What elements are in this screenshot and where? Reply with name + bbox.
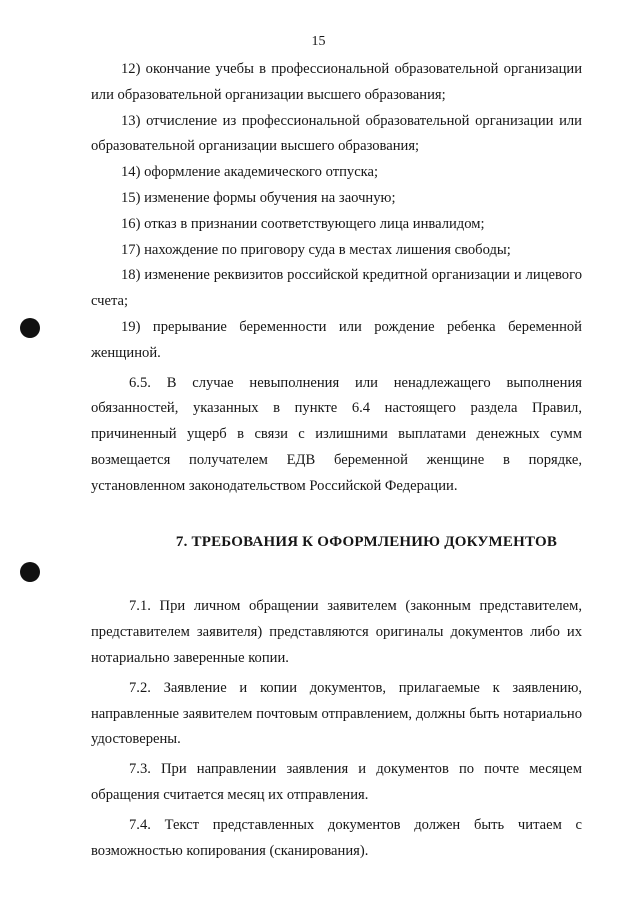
clause-7-1: 7.1. При личном обращении заявителем (законным представителем, представителем заявителя) представляются оригиналы документов либо их нотариально заверенные копии. <box>91 598 582 666</box>
list-item-15: 15) изменение формы обучения на заочную; <box>121 189 396 206</box>
page-number: 15 <box>311 34 326 49</box>
list-item-16: 16) отказ в признании соответствующего лица инвалидом; <box>121 215 485 232</box>
punch-hole-upper <box>20 318 40 338</box>
document-body <box>91 57 582 864</box>
list-item-13: 13) отчисление из профессиональной образовательной организации или образовательной организации высшего образования; <box>91 112 582 155</box>
clause-7-4: 7.4. Текст представленных документов должен быть читаем с возможностью копирования (сканирования). <box>91 816 582 859</box>
clause-7-2: 7.2. Заявление и копии документов, прилагаемые к заявлению, направленные заявителем почтовым отправлением, должны быть нотариально удостоверены. <box>91 679 582 748</box>
list-item-18: 18) изменение реквизитов российской кредитной организации и лицевого счета; <box>91 267 582 310</box>
punch-hole-lower <box>20 562 40 582</box>
list-item-19: 19) прерывание беременности или рождение ребенка беременной женщиной. <box>91 318 582 361</box>
list-item-17: 17) нахождение по приговору суда в местах лишения свободы; <box>121 241 511 258</box>
clause-7-3: 7.3. При направлении заявления и документов по почте месяцем обращения считается месяц их отправления. <box>91 761 582 803</box>
list-item-14: 14) оформление академического отпуска; <box>121 164 379 181</box>
section-heading: 7. ТРЕБОВАНИЯ К ОФОРМЛЕНИЮ ДОКУМЕНТОВ <box>175 533 558 550</box>
list-item-12: 12) окончание учебы в профессиональной образовательной организации или образовательной организации высшего образования; <box>91 61 582 103</box>
clause-6-5: 6.5. В случае невыполнения или ненадлежащего выполнения обязанностей, указанных в пункте 6.4 настоящего раздела Правил, причиненный ущерб в связи с излишними выплатами денежных сумм возмещается получателем ЕДВ беременной женщине в порядке, установленном законодательством Российской Федерации. <box>91 374 582 494</box>
